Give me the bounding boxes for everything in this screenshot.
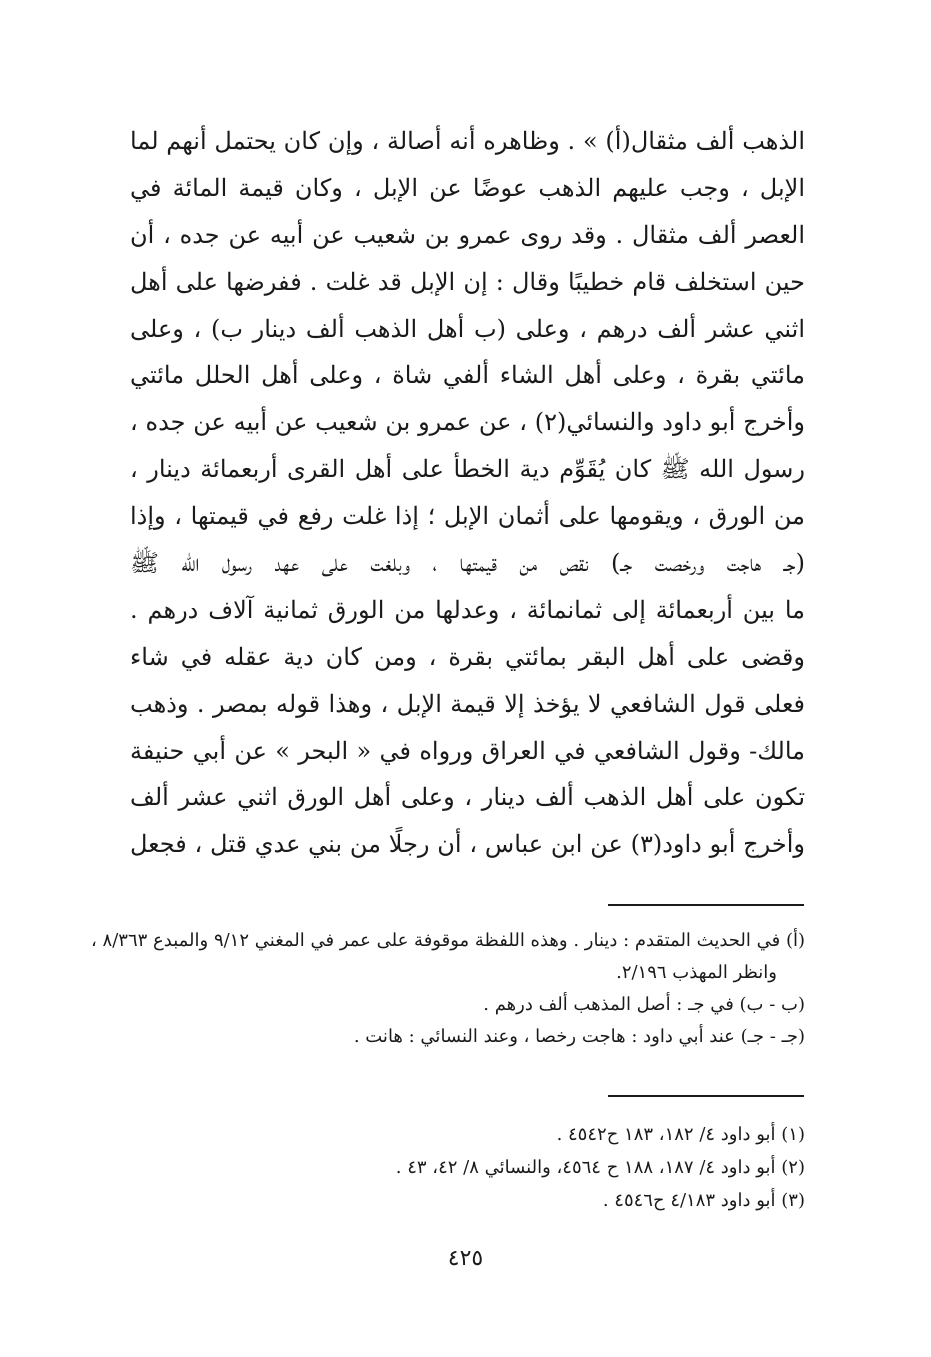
text-line: الإبل ، وجب عليهم الذهب عوضًا عن الإبل ، وكان قيمة المائة في [130,173,805,202]
text-line: ما بين أربعمائة إلى ثمانمائة ، وعدلها من الورق ثمانية آلاف درهم . [130,595,805,624]
text-line: وأخرج أبو داود والنسائي(٢) ، عن عمرو بن شعيب عن أبيه عن جده ، [130,408,805,437]
text-line: مائتي بقرة ، وعلى أهل الشاء ألفي شاة ، وعلى أهل الحلل مائتي [130,361,805,390]
text-line: وقضى على أهل البقر بمائتي بقرة ، ومن كان دية عقله في شاء [130,642,805,671]
text-line: الذهب ألف مثقال(أ) » . وظاهره أنه أصالة ، وإن كان يحتمل أنهم لما [130,127,805,155]
text-line: وأخرج أبو داود(٣) عن ابن عباس ، أن رجلًا من بني عدي قتل ، فجعل [130,830,805,859]
footnote-item: (٢) أبو داود ٤/ ١٨٧، ١٨٨ ح ٤٥٦٤، والنسائي ٨/ ٤٢، ٤٣ . [395,1157,805,1178]
footnote-item: (٣) أبو داود ٤/١٨٣ ح٤٥٤٦ . [602,1190,805,1211]
main-text-block [130,118,805,868]
footnote-divider-letters [608,904,804,906]
footnote-item: (أ) في الحديث المتقدم : دينار . وهذه اللفظة موقوفة على عمر في المغني ٩/١٢ والمبدع ٨/٣٦٣ ، [91,930,805,951]
text-line: مالك- وقول الشافعي في العراق ورواه في « البحر » عن أبي حنيفة [130,736,805,765]
numbered-footnotes [130,1118,805,1217]
letter-footnotes [91,925,805,1053]
text-line: اثني عشر ألف درهم ، وعلى (ب أهل الذهب ألف دينار ب) ، وعلى [130,314,805,343]
footnote-item: (جـ - جـ) عند أبي داود : هاجت رخصا ، وعند النسائي : هانت . [353,1026,805,1047]
text-line: رسول الله ﷺ كان يُقَوِّم دية الخطأ على أهل القرى أربعمائة دينار ، [130,455,805,484]
text-line: تكون على أهل الذهب ألف دينار ، وعلى أهل الورق اثني عشر ألف [130,783,805,812]
text-line: (جـ هاجت ورخصت جـ) نقص من قيمتها ، وبلغت على عهد رسول الله ﷺ [130,549,805,578]
footnote-divider-numbers [608,1095,804,1097]
text-line: حين استخلف قام خطيبًا وقال : إن الإبل قد غلت . ففرضها على أهل [130,267,805,296]
footnote-item: (١) أبو داود ٤/ ١٨٢، ١٨٣ ح٤٥٤٢ . [556,1124,805,1145]
text-line: من الورق ، ويقومها على أثمان الإبل ؛ إذا غلت رفع في قيمتها ، وإذا [130,502,805,531]
page-number: ٤٢٥ [447,1246,484,1271]
text-line: فعلى قول الشافعي لا يؤخذ إلا قيمة الإبل ، وهذا قوله بمصر . وذهب [130,689,805,718]
footnote-item: (ب - ب) في جـ : أصل المذهب ألف درهم . [483,994,805,1015]
text-line: العصر ألف مثقال . وقد روى عمرو بن شعيب عن أبيه عن جده ، أن [130,220,805,249]
footnote-item: وانظر المهذب ٢/١٩٦. [616,962,777,983]
